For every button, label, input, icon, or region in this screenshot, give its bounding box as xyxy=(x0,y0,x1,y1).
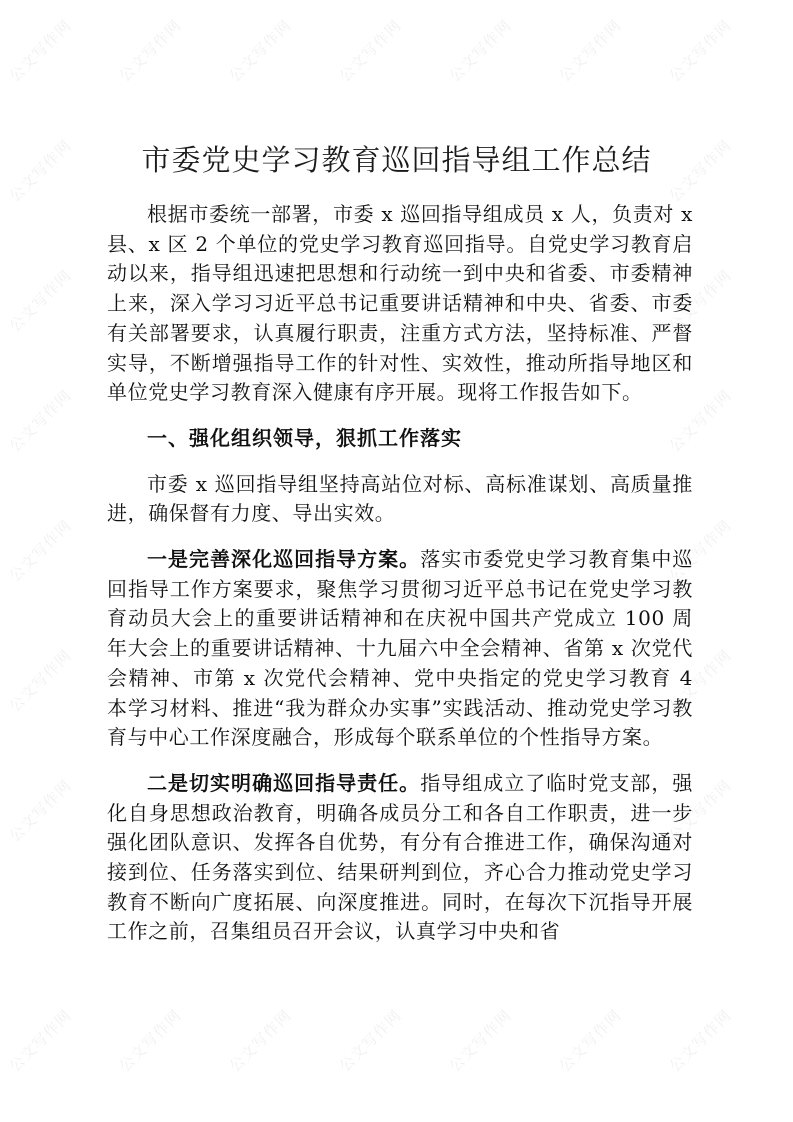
watermark: 公文写作网 xyxy=(335,1006,406,1076)
watermark: 公文写作网 xyxy=(665,136,736,206)
watermark: 公文写作网 xyxy=(445,16,516,86)
point-1-text: 落实市委党史学习教育集中巡回指导工作方案要求，聚焦学习贯彻习近平总书记在党史学习教育动员大会上的重要讲话精神和在庆祝中国共产党成立 100 周年大会上的重要讲话精神、十九届六中全会精神、省第 x 次党代会精神、市第 x 次党代会精神、党中央指定的党史学习教育 4 本学习材料、推进“我为群众办实事”实践活动、推动党史学习教育与中心工作深度融合，形成每个联系单位的个性指导方案。 xyxy=(107,547,693,750)
paragraph-intro: 根据市委统一部署，市委 x 巡回指导组成员 x 人，负责对 x 县、x 区 2 个单位的党史学习教育巡回指导。自党史学习教育启动以来，指导组迅速把思想和行动统一到中央和省委、市委精神上来，深入学习习近平总书记重要讲话精神和中央、省委、市委有关部署要求，认真履行职责，注重方式方法，坚持标准、严督实导，不断增强指导工作的针对性、实效性，推动所指导地区和单位党史学习教育深入健康有序开展。现将工作报告如下。 xyxy=(107,202,693,405)
watermark: 公文写作网 xyxy=(5,16,76,86)
paragraph-section-1-intro: 市委 x 巡回指导组坚持高站位对标、高标准谋划、高质量推进，确保督有力度、导出实效。 xyxy=(107,471,693,526)
watermark: 公文写作网 xyxy=(555,16,626,86)
watermark: 公文写作网 xyxy=(445,1006,516,1076)
point-1-lead: 一是完善深化巡回指导方案。 xyxy=(147,547,421,572)
watermark: 公文写作网 xyxy=(5,386,76,456)
watermark: 公文写作网 xyxy=(115,16,186,86)
point-2-lead: 二是切实明确巡回指导责任。 xyxy=(147,770,421,795)
watermark: 公文写作网 xyxy=(555,1006,626,1076)
watermark: 公文写作网 xyxy=(5,776,76,846)
watermark: 公文写作网 xyxy=(5,266,76,336)
paragraph-point-2 xyxy=(107,769,693,947)
watermark: 公文写作网 xyxy=(115,1006,186,1076)
watermark: 公文写作网 xyxy=(665,776,736,846)
watermark: 公文写作网 xyxy=(225,16,296,86)
watermark: 公文写作网 xyxy=(665,266,736,336)
point-2-text: 指导组成立了临时党支部，强化自身思想政治教育，明确各成员分工和各自工作职责，进一步强化团队意识、发挥各自优势，有分有合推进工作，确保沟通对接到位、任务落实到位、结果研判到位，齐心合力推动党史学习教育不断向广度拓展、向深度推进。同时，在每次下沉指导开展工作之前，召集组员召开会议，认真学习中央和省 xyxy=(107,770,693,944)
watermark: 公文写作网 xyxy=(5,1006,76,1076)
watermark: 公文写作网 xyxy=(335,16,406,86)
watermark: 公文写作网 xyxy=(665,646,736,716)
watermark: 公文写作网 xyxy=(5,646,76,716)
watermark: 公文写作网 xyxy=(665,386,736,456)
paragraph-point-1 xyxy=(107,545,693,753)
document-body xyxy=(107,200,693,947)
watermark: 公文写作网 xyxy=(225,1006,296,1076)
watermark: 公文写作网 xyxy=(665,516,736,586)
watermark: 公文写作网 xyxy=(5,136,76,206)
watermark: 公文写作网 xyxy=(665,16,736,86)
watermark: 公文写作网 xyxy=(5,516,76,586)
section-heading-1: 一、强化组织领导，狠抓工作落实 xyxy=(147,425,462,450)
watermark: 公文写作网 xyxy=(665,1006,736,1076)
document-title: 市委党史学习教育巡回指导组工作总结 xyxy=(141,143,652,177)
